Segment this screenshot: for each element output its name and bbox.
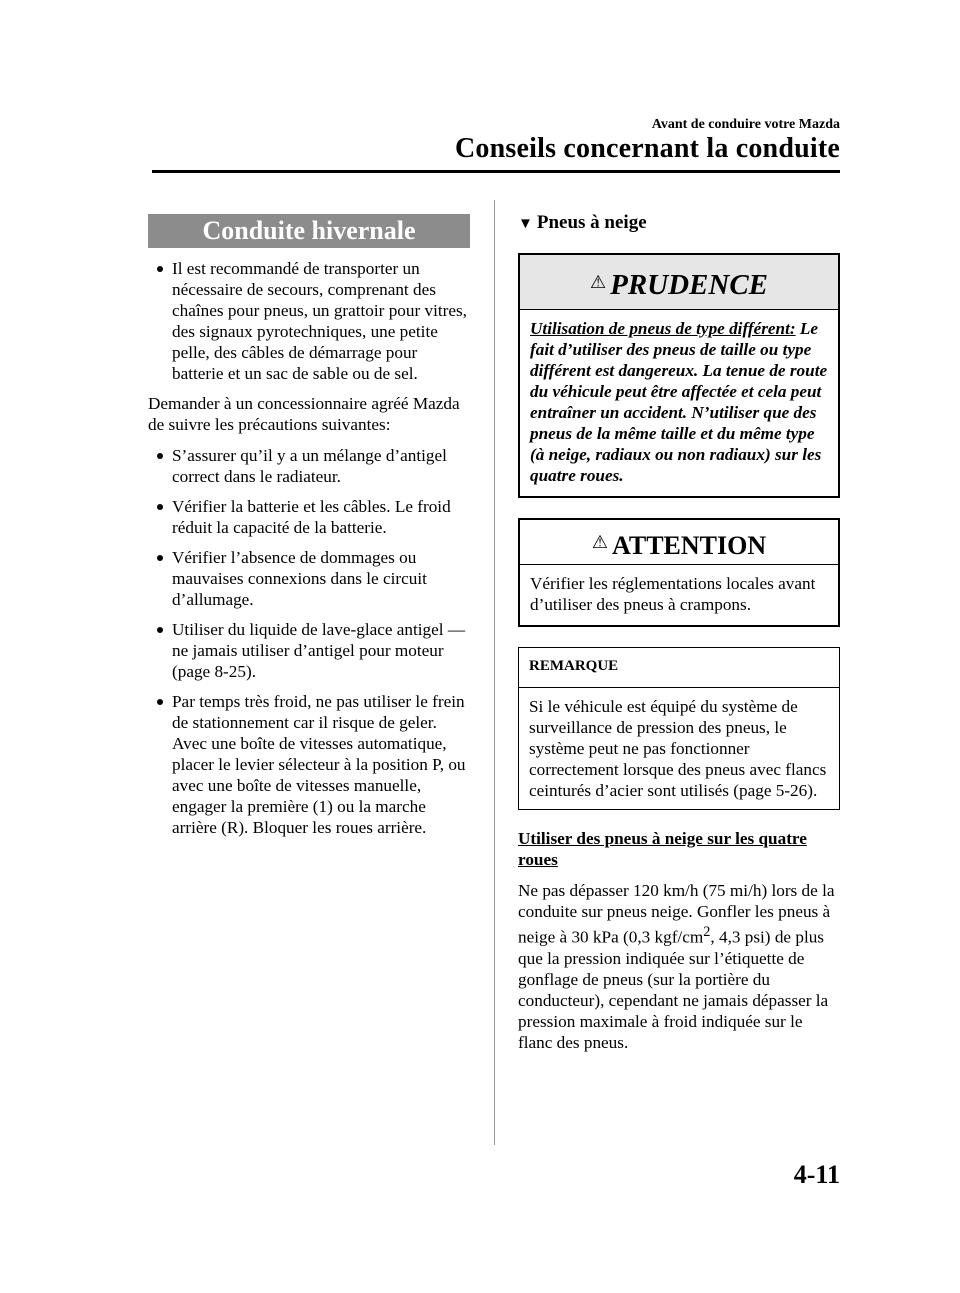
header-rule [152, 170, 840, 173]
list-item: Par temps très froid, ne pas utiliser le frein de stationnement car il risque de geler. Avec une boîte de vitesses automatique, placer le levier sélecteur à la position P, ou avec une boîte de vitesses manuelle, engager la première (1) ou la marche arrière (R). Bloquer les roues arrière. [148, 691, 470, 838]
precautions-paragraph: Demander à un concessionnaire agréé Mazda de suivre les précautions suivantes: [148, 394, 460, 434]
prudence-text: Le fait d’utiliser des pneus de taille ou type différent est dangereux. La tenue de route du véhicule peut être affectée et cela peut entraîner un accident. N’utiliser que des pneus de la même taille et du même type (à neige, radiaux ou non radiaux) sur les quatre roues. [530, 319, 828, 485]
attention-header [520, 520, 838, 565]
remarque-body: Si le véhicule est équipé du système de surveillance de pression des pneus, le système peut ne pas fonctionner correctement lorsque des pneus avec flancs ceinturés d’acier sont utilisés (page 5-26). [529, 697, 827, 800]
list-item: Vérifier l’absence de dommages ou mauvaises connexions dans le circuit d’allumage. [148, 547, 470, 610]
intro-bullet-list [148, 258, 470, 384]
chapter-title: Avant de conduire votre Mazda [651, 117, 840, 132]
prudence-title: PRUDENCE [610, 269, 769, 301]
list-item: Vérifier la batterie et les câbles. Le froid réduit la capacité de la batterie. [148, 496, 470, 538]
prudence-body [520, 310, 838, 496]
page-number: 4-11 [793, 1160, 840, 1189]
remarque-title: REMARQUE [519, 648, 839, 688]
prudence-lead: Utilisation de pneus de type différent: [530, 319, 796, 338]
left-column [148, 214, 470, 847]
section-title: Conseils concernant la conduite [455, 133, 840, 164]
remarque-box [518, 647, 840, 810]
attention-title: ATTENTION [612, 531, 767, 560]
list-item: Utiliser du liquide de lave-glace antigel — ne jamais utiliser d’antigel pour moteur (page 8-25). [148, 619, 470, 682]
snow-tires-heading: Utiliser des pneus à neige sur les quatre roues [518, 829, 807, 869]
warning-icon: ⚠ [589, 272, 607, 292]
attention-body: Vérifier les réglementations locales avant d’utiliser des pneus à crampons. [530, 574, 816, 614]
list-item: S’assurer qu’il y a un mélange d’antigel correct dans le radiateur. [148, 445, 470, 487]
right-column [518, 212, 840, 1063]
subheading: ▼ Pneus à neige [518, 212, 647, 233]
attention-box [518, 518, 840, 627]
triangle-down-icon: ▼ [518, 216, 533, 232]
prudence-box [518, 253, 840, 498]
section-heading: Conduite hivernale [148, 214, 470, 248]
snow-tires-paragraph: Ne pas dépasser 120 km/h (75 mi/h) lors de la conduite sur pneus neige. Gonfler les pneus à neige à 30 kPa (0,3 kgf/$cm^2$, 4,3 psi) de plus que la pression indiquée sur l’étiquette de gonflage de pneus (sur la portière du conducteur), cependant ne jamais dépasser la pression maximale à froid indiquée sur le flanc des pneus. [518, 881, 835, 1052]
list-item: Il est recommandé de transporter un nécessaire de secours, comprenant des chaînes pour pneus, un grattoir pour vitres, des signaux pyrotechniques, une petite pelle, des câbles de démarrage pour batterie et un sac de sable ou de sel. [148, 258, 470, 384]
prudence-header [520, 255, 838, 310]
precautions-bullet-list [148, 445, 470, 838]
column-divider [494, 200, 495, 1145]
warning-icon: ⚠ [591, 532, 609, 552]
